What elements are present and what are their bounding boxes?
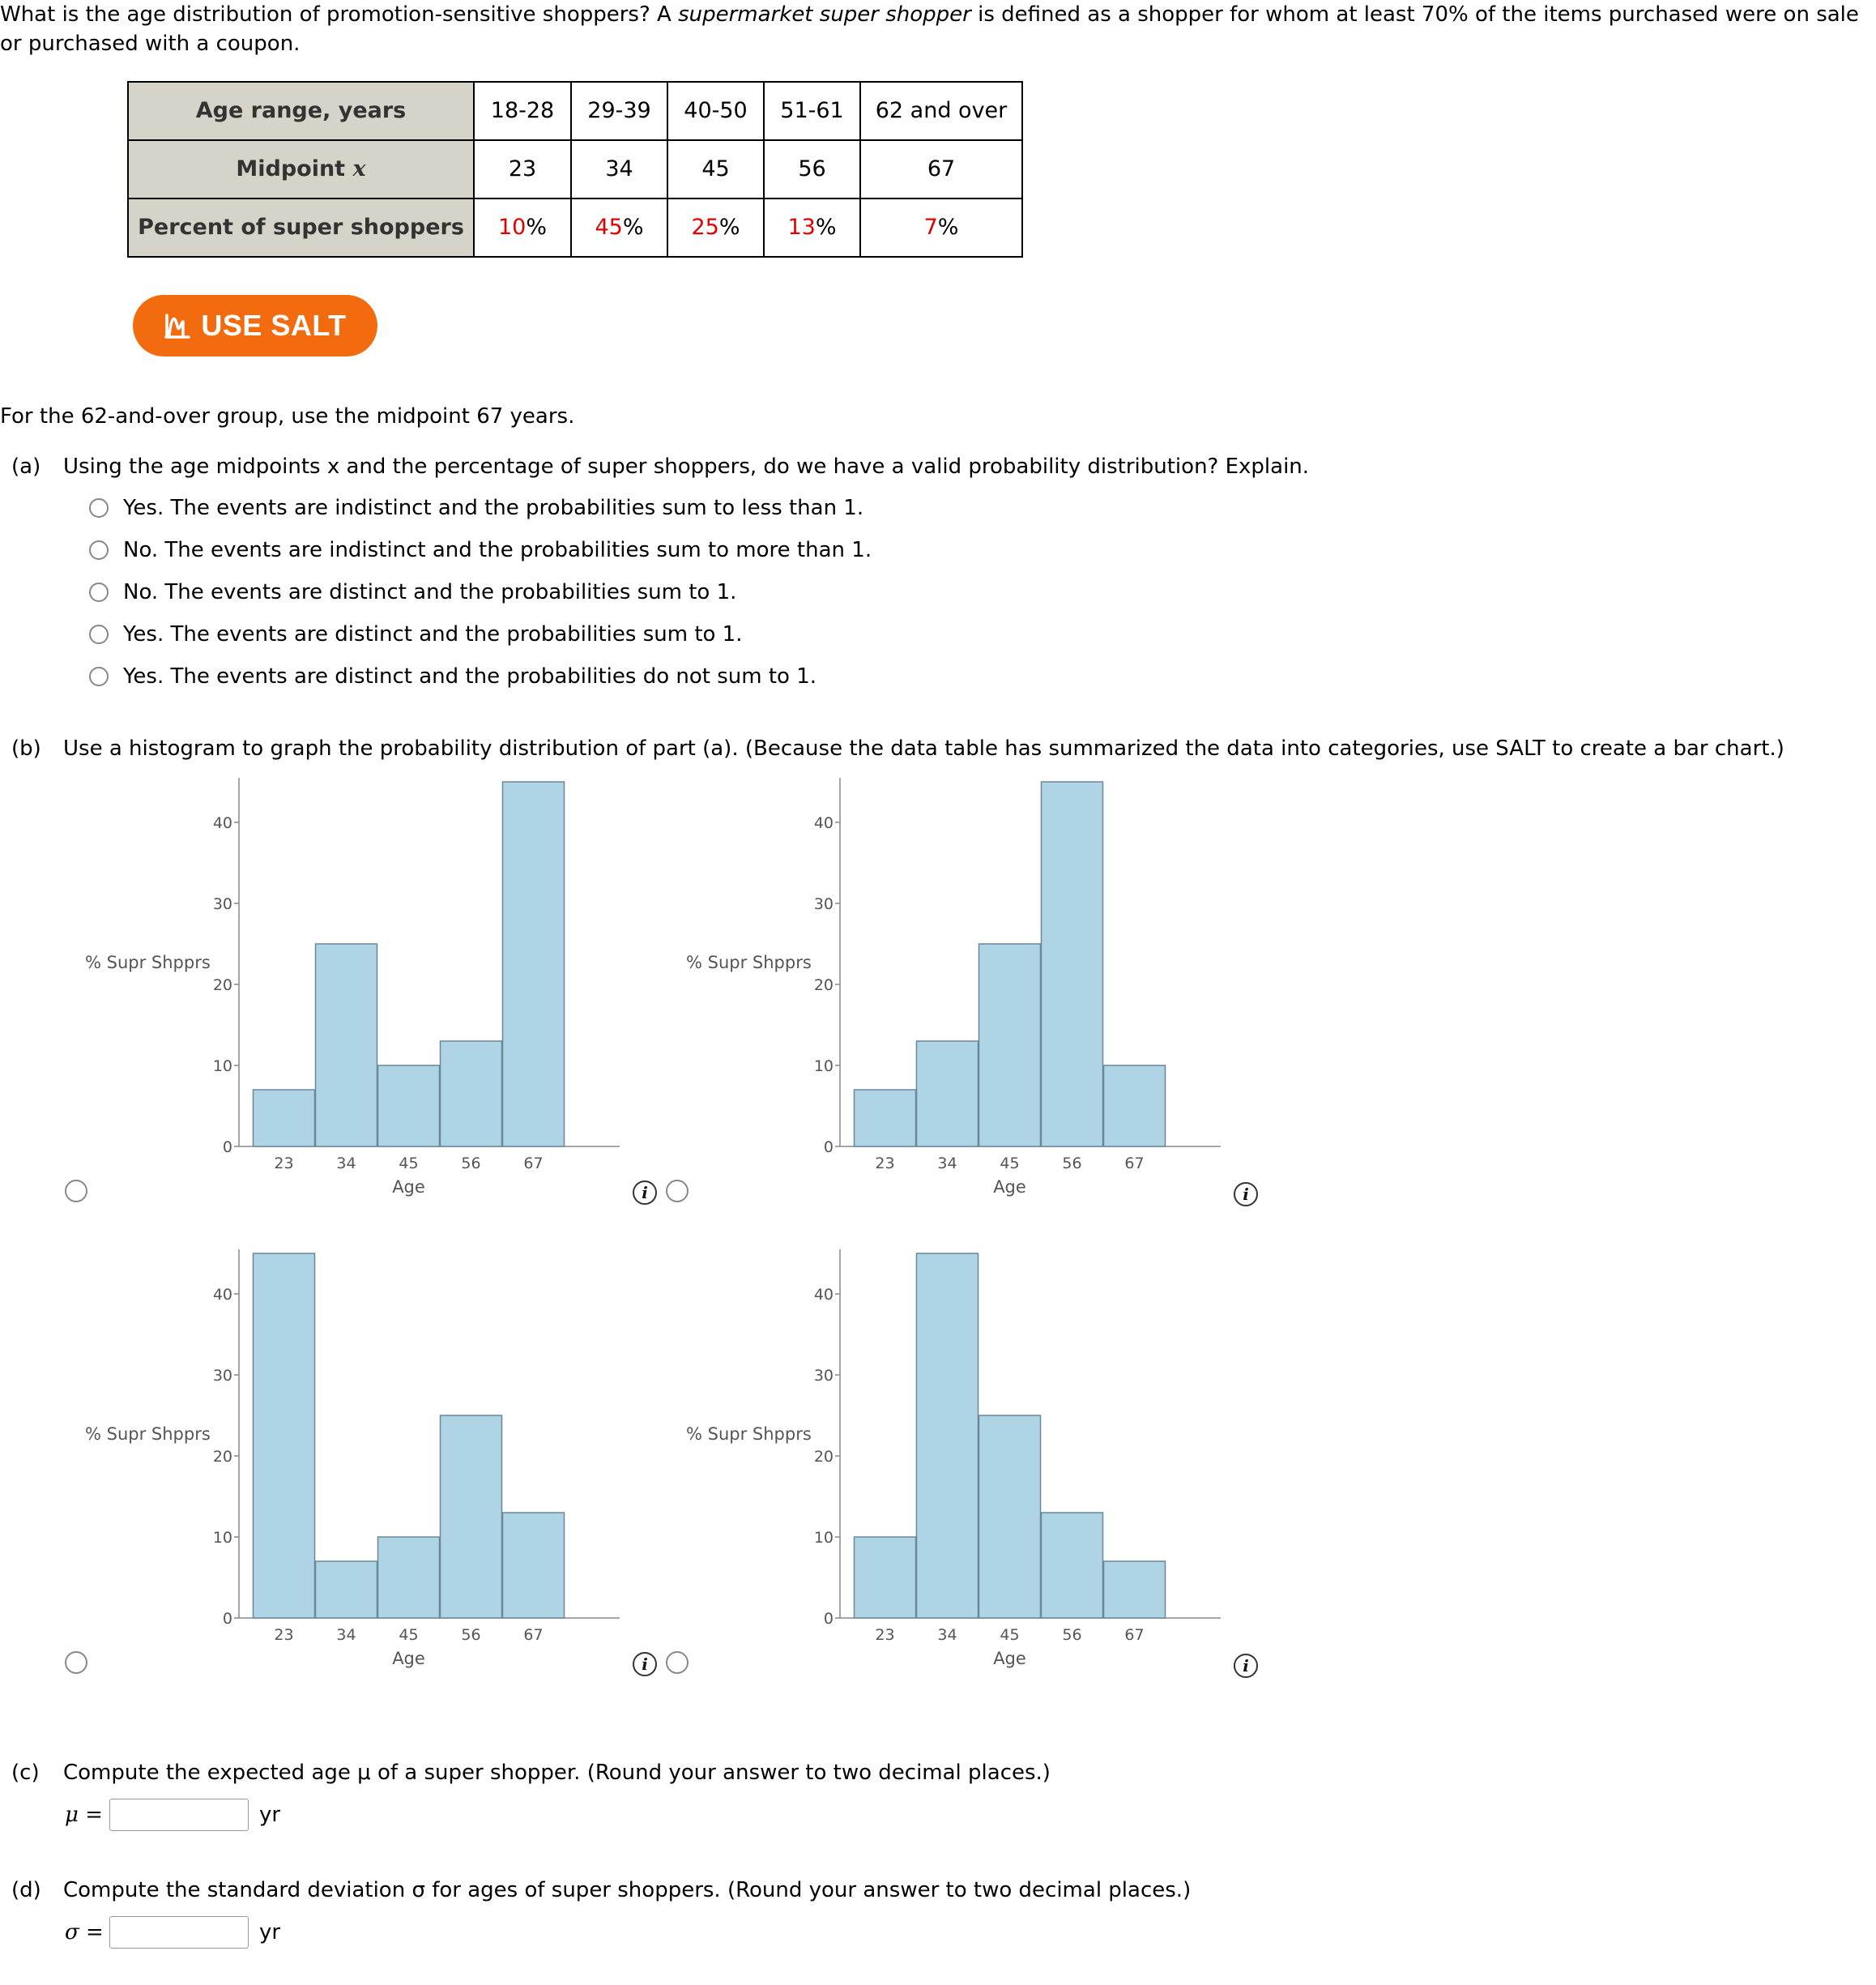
bar [503, 1513, 565, 1618]
bar [254, 1090, 315, 1146]
percent-value: 10 [497, 215, 527, 241]
y-tick-label: 0 [222, 1610, 232, 1628]
bar [1042, 1513, 1103, 1618]
bar [1104, 1065, 1166, 1146]
y-tick-label: 10 [813, 1529, 834, 1547]
y-tick-label: 20 [212, 976, 232, 994]
option-a3[interactable] [89, 578, 736, 607]
x-tick-label: 23 [875, 1155, 895, 1172]
part-d-question [0, 1876, 1191, 1905]
midpoint-cell: 34 [571, 140, 667, 198]
x-tick-label: 23 [274, 1155, 294, 1172]
percent-sign: % [526, 215, 547, 241]
x-tick-label: 45 [1000, 1155, 1020, 1172]
intro-term: supermarket super shopper [678, 2, 971, 27]
x-axis-label: Age [993, 1177, 1026, 1197]
radio-button[interactable] [89, 498, 109, 518]
percent-cell [860, 198, 1022, 257]
mu-symbol: μ = [65, 1803, 103, 1827]
mu-input[interactable] [109, 1799, 249, 1831]
bar [1042, 782, 1103, 1146]
y-tick-label: 30 [813, 895, 834, 913]
question-intro [0, 0, 1871, 59]
x-axis-label: Age [993, 1649, 1026, 1668]
row-header-midpoint [128, 140, 474, 198]
radio-button[interactable] [89, 540, 109, 560]
bar [917, 1041, 979, 1146]
bar [855, 1090, 916, 1146]
y-tick-label: 40 [212, 814, 232, 832]
midpoint-cell: 56 [764, 140, 860, 198]
intro-text-3: or purchased with a coupon. [0, 32, 301, 57]
option-label: Yes. The events are distinct and the probabilities do not sum to 1. [123, 664, 817, 689]
option-a4[interactable] [89, 620, 743, 649]
percent-sign: % [815, 215, 837, 241]
row-header-percent: Percent of super shoppers [128, 198, 474, 257]
y-tick-label: 0 [222, 1138, 232, 1156]
y-tick-label: 10 [212, 1529, 232, 1547]
x-tick-label: 45 [399, 1626, 419, 1644]
bar [316, 1561, 377, 1618]
percent-cell [667, 198, 764, 257]
range-cell: 51-61 [764, 82, 860, 140]
option-label: Yes. The events are indistinct and the probabilities sum to less than 1. [123, 496, 864, 520]
x-tick-label: 34 [336, 1626, 356, 1644]
percent-sign: % [718, 215, 740, 241]
radio-button[interactable] [89, 625, 109, 644]
y-tick-label: 20 [813, 976, 834, 994]
x-tick-label: 67 [1124, 1626, 1145, 1644]
sigma-symbol: σ = [65, 1920, 104, 1944]
y-tick-label: 30 [212, 1367, 232, 1385]
option-label: No. The events are indistinct and the probabilities sum to more than 1. [123, 538, 872, 562]
midpoint-var: x [352, 156, 366, 182]
part-c-question [0, 1758, 1051, 1787]
bar [441, 1041, 502, 1146]
y-axis-label: % Supr Shpprs [85, 953, 211, 972]
option-label: No. The events are distinct and the probabilities sum to 1. [123, 580, 737, 604]
x-tick-label: 67 [523, 1155, 544, 1172]
x-tick-label: 34 [336, 1155, 356, 1172]
bar [917, 1253, 979, 1618]
part-b-question [0, 734, 1784, 763]
y-axis-label: % Supr Shpprs [686, 953, 812, 972]
part-d-text: Compute the standard deviation σ for ages of super shoppers. (Round your answer to two decimal places.) [63, 1878, 1192, 1902]
use-salt-label: USE SALT [201, 308, 347, 342]
x-tick-label: 56 [461, 1155, 481, 1172]
y-tick-label: 10 [813, 1057, 834, 1075]
percent-sign: % [937, 215, 959, 241]
x-tick-label: 56 [1062, 1626, 1082, 1644]
option-a5[interactable] [89, 662, 816, 691]
percent-cell [764, 198, 860, 257]
percent-value: 13 [787, 215, 816, 241]
sigma-input[interactable] [109, 1916, 249, 1949]
percent-value: 45 [595, 215, 623, 241]
x-axis-label: Age [392, 1177, 425, 1197]
percent-cell [571, 198, 667, 257]
table-row-age-range [128, 82, 1022, 140]
intro-text-1: What is the age distribution of promotion-sensitive shoppers? A [0, 2, 679, 27]
part-a-label: (a) [11, 455, 41, 479]
x-tick-label: 23 [274, 1626, 294, 1644]
midpoint-cell: 67 [860, 140, 1022, 198]
part-b-label: (b) [11, 736, 41, 761]
x-tick-label: 45 [399, 1155, 419, 1172]
bar [503, 782, 565, 1146]
part-c-text: Compute the expected age μ of a super shopper. (Round your answer to two decimal places.) [63, 1761, 1051, 1785]
bar [441, 1415, 502, 1618]
sigma-unit: yr [259, 1920, 281, 1944]
row-header-age-range: Age range, years [128, 82, 474, 140]
info-icon[interactable]: i [1234, 1654, 1258, 1678]
histogram-option-3 [73, 1245, 632, 1683]
bar [316, 944, 377, 1146]
part-c-label: (c) [11, 1761, 40, 1785]
info-icon[interactable]: i [633, 1180, 657, 1205]
y-tick-label: 20 [813, 1448, 834, 1466]
x-tick-label: 56 [1062, 1155, 1082, 1172]
info-icon[interactable]: i [633, 1652, 657, 1676]
bar [254, 1253, 315, 1618]
part-a-question [0, 452, 1309, 481]
bar [855, 1537, 916, 1618]
option-a2[interactable] [89, 536, 872, 565]
info-icon[interactable]: i [1234, 1182, 1258, 1206]
bar [378, 1065, 440, 1146]
y-axis-label: % Supr Shpprs [85, 1424, 211, 1444]
use-salt-button[interactable] [133, 295, 377, 356]
bar [1104, 1561, 1166, 1618]
y-tick-label: 40 [813, 814, 834, 832]
percent-value: 25 [691, 215, 719, 241]
percent-cell [474, 198, 571, 257]
x-tick-label: 56 [461, 1626, 481, 1644]
part-d-label: (d) [11, 1878, 41, 1902]
x-axis-label: Age [392, 1649, 425, 1668]
part-a-text: Using the age midpoints x and the percentage of super shoppers, do we have a valid probability distribution? Explain. [63, 455, 1310, 479]
y-tick-label: 20 [212, 1448, 232, 1466]
percent-sign: % [622, 215, 644, 241]
table-row-midpoint [128, 140, 1022, 198]
x-tick-label: 23 [875, 1626, 895, 1644]
midpoint-cell: 45 [667, 140, 764, 198]
mu-unit: yr [259, 1803, 281, 1827]
range-cell: 18-28 [474, 82, 571, 140]
y-tick-label: 0 [823, 1138, 834, 1156]
histogram-option-2 [674, 774, 1233, 1211]
histogram-option-1 [73, 774, 632, 1211]
y-axis-label: % Supr Shpprs [686, 1424, 812, 1444]
y-tick-label: 40 [212, 1286, 232, 1304]
radio-button[interactable] [89, 667, 109, 686]
percent-value: 7 [923, 215, 938, 241]
salt-chart-icon [164, 312, 191, 339]
x-tick-label: 34 [937, 1155, 957, 1172]
midpoint-label: Midpoint [236, 156, 346, 182]
option-label: Yes. The events are distinct and the probabilities sum to 1. [123, 622, 743, 647]
bar [979, 1415, 1041, 1618]
midpoint-cell: 23 [474, 140, 571, 198]
note-text: For the 62-and-over group, use the midpoint 67 years. [0, 404, 575, 429]
x-tick-label: 67 [1124, 1155, 1145, 1172]
y-tick-label: 30 [212, 895, 232, 913]
data-table [127, 81, 1023, 258]
y-tick-label: 30 [813, 1367, 834, 1385]
x-tick-label: 45 [1000, 1626, 1020, 1644]
y-tick-label: 0 [823, 1610, 834, 1628]
table-row-percent [128, 198, 1022, 257]
range-cell: 62 and over [860, 82, 1022, 140]
option-a1[interactable] [89, 493, 863, 523]
x-tick-label: 67 [523, 1626, 544, 1644]
range-cell: 29-39 [571, 82, 667, 140]
intro-text-2: is defined as a shopper for whom at least 70% of the items purchased were on sale [970, 2, 1859, 27]
range-cell: 40-50 [667, 82, 764, 140]
y-tick-label: 40 [813, 1286, 834, 1304]
bar [979, 944, 1041, 1146]
y-tick-label: 10 [212, 1057, 232, 1075]
histogram-option-4 [674, 1245, 1233, 1683]
radio-button[interactable] [89, 583, 109, 602]
part-b-text: Use a histogram to graph the probability distribution of part (a). (Because the data table has summarized the data into categories, use SALT to create a bar chart.) [63, 736, 1784, 761]
bar [378, 1537, 440, 1618]
x-tick-label: 34 [937, 1626, 957, 1644]
